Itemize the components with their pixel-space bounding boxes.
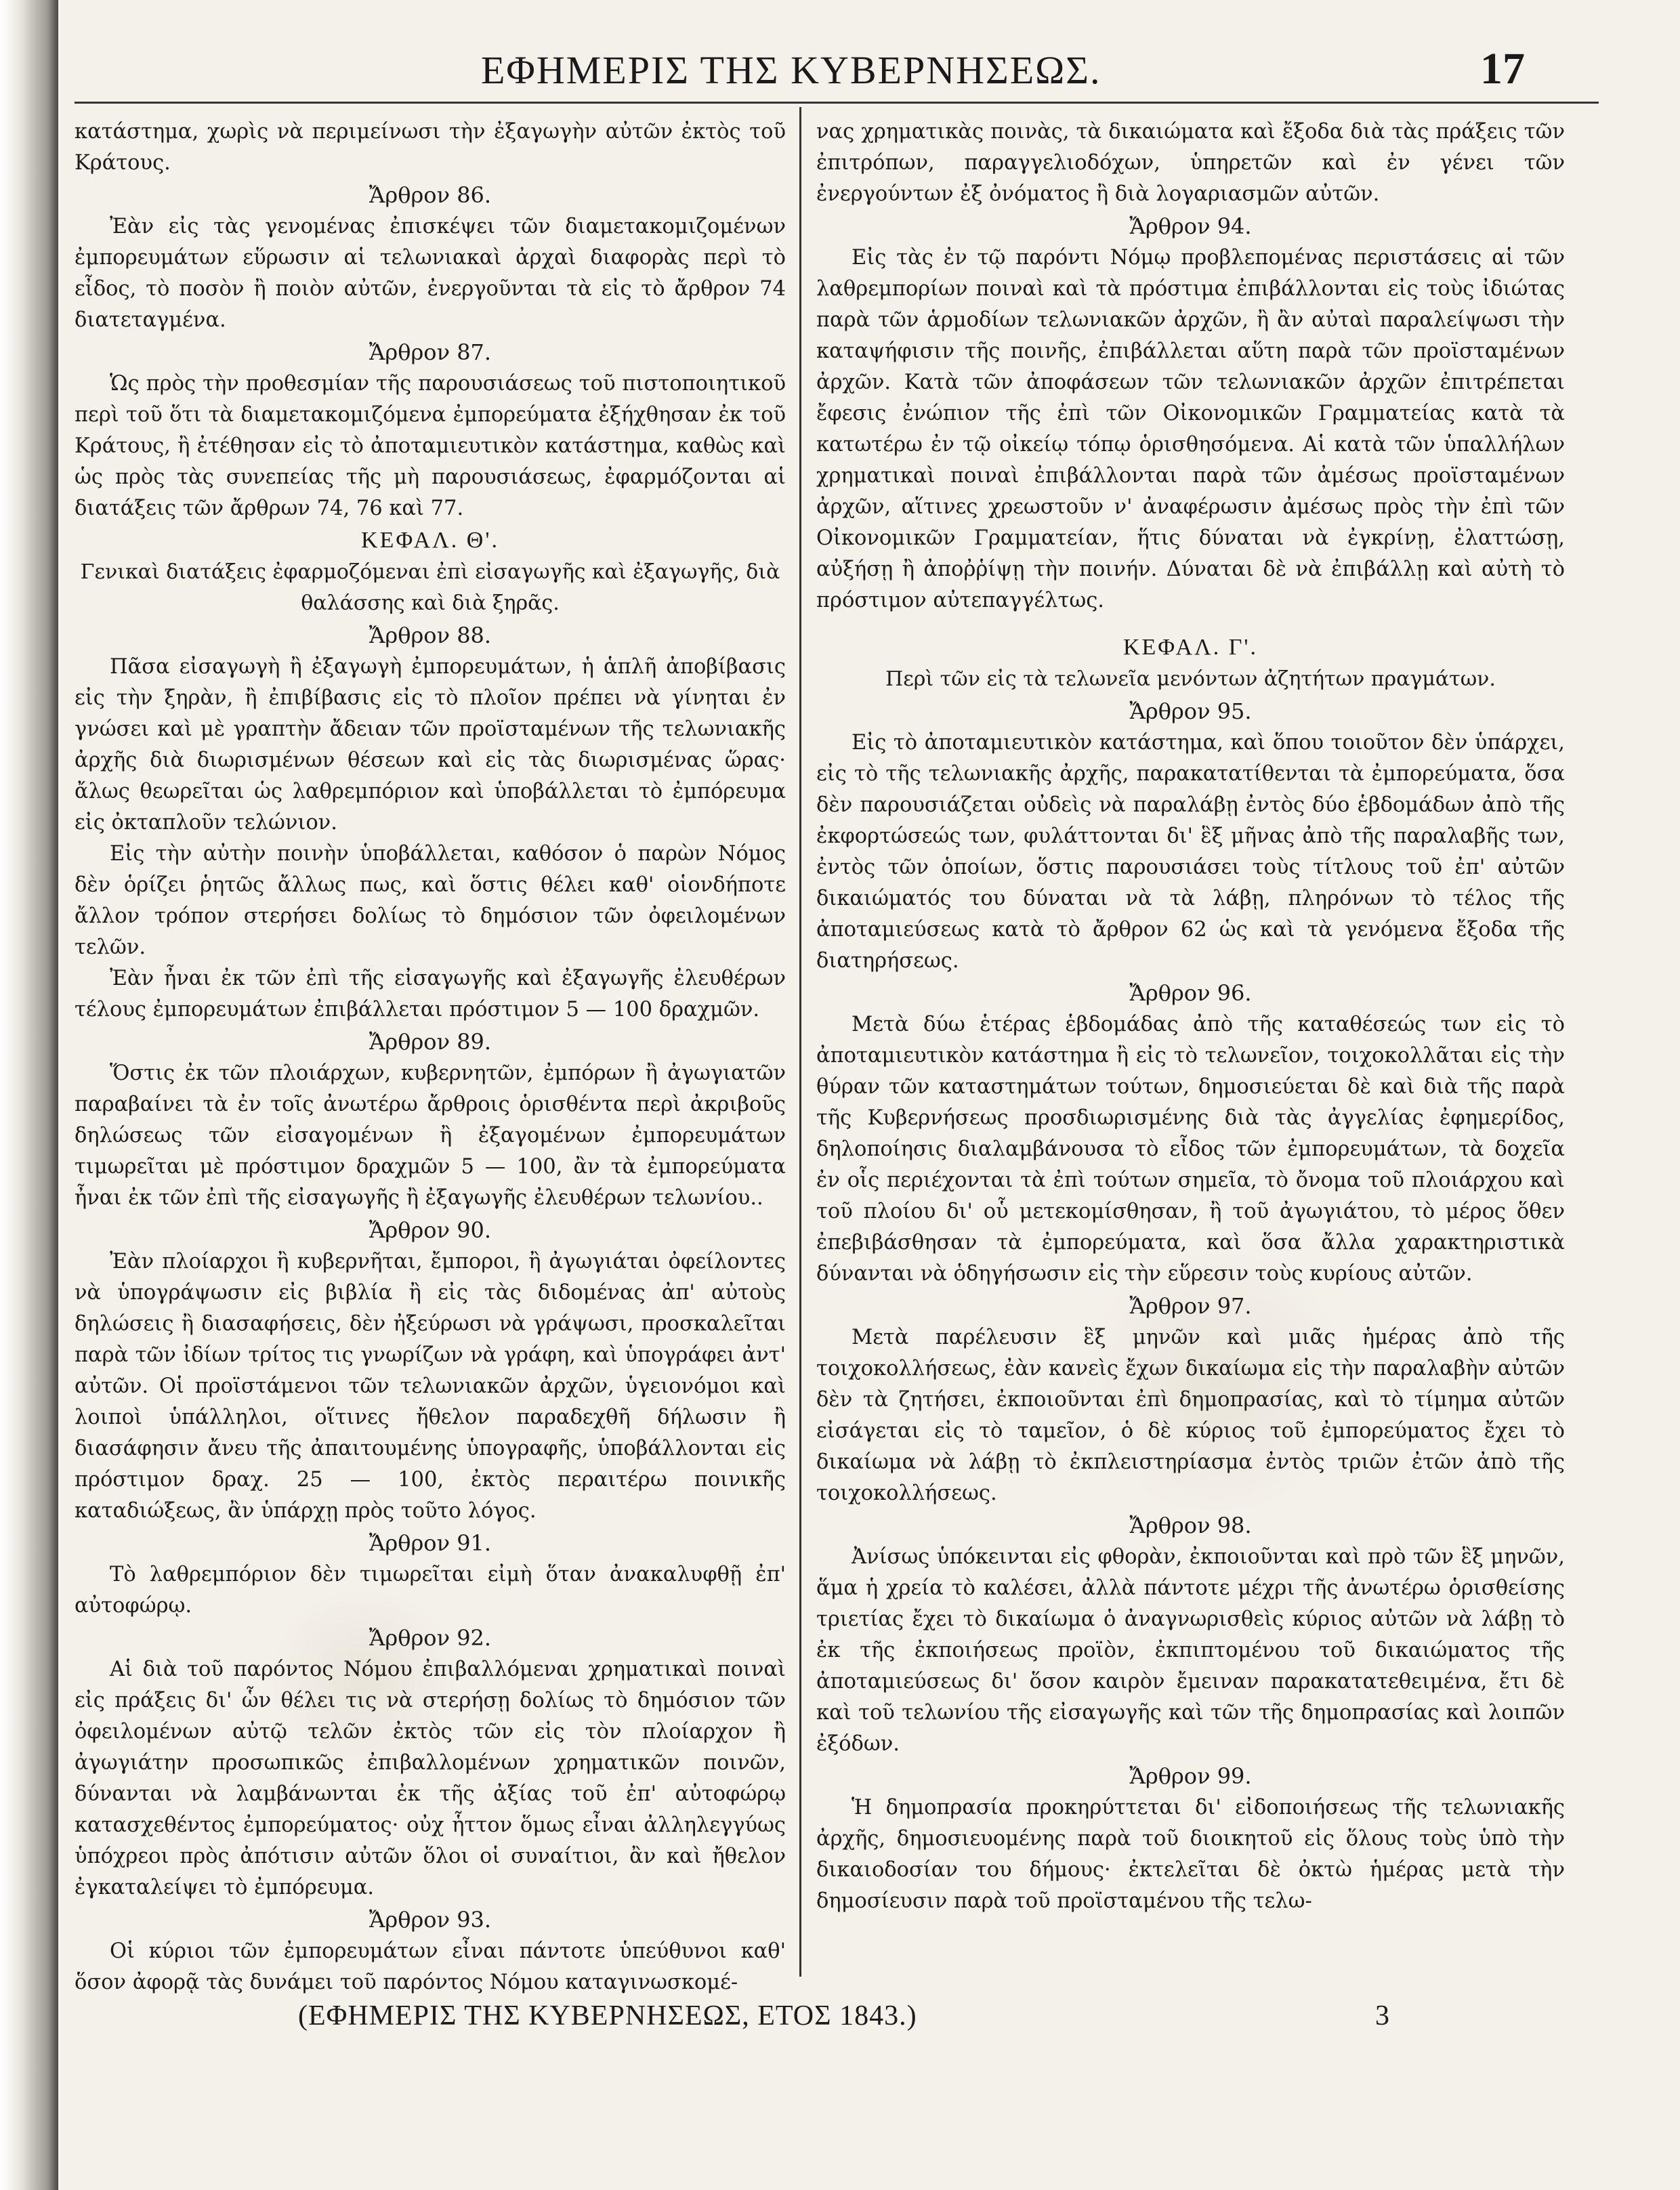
page-number: 17 [1480, 44, 1525, 93]
article-heading-94: Ἄρθρον 94. [1129, 213, 1252, 239]
chapter-heading: ΚΕΦΑΛ. Γ'. [1122, 635, 1259, 660]
header-rule [75, 102, 1599, 104]
binding-gutter [0, 0, 58, 2190]
page-header [0, 44, 1680, 102]
article-heading-86: Ἄρθρον 86. [369, 182, 492, 208]
article-heading-91: Ἄρθρον 91. [369, 1530, 492, 1556]
article-98-text: Ἀνίσως ὑπόκεινται εἰς φθορὰν, ἐκποιοῦνται καὶ πρὸ τῶν ἓξ μηνῶν, ἅμα ἡ χρεία τὸ καλέσει, ἀλλὰ πάντοτε μέχρι τῆς ἀνωτέρω ὁρισθείσης τριετίας ἔχει τὸ δικαίωμα ὁ ἀναγνωρισθεὶς κύριος αὐτῶν νὰ λάβῃ τὸ ἐκ τῆς ἐκποιήσεως προϊὸν, ἐκπιπτομένου τοῦ δικαιώματος τῆς ἀποταμιεύσεως δι' ὅσον καιρὸν ἔμειναν παρακατατεθειμένα, ἔτι δὲ καὶ τοῦ τελωνίου τῆς εἰσαγωγῆς καὶ τῶν τῆς δημοπρασίας καὶ λοιπῶν ἐξόδων. [816, 1545, 1565, 1756]
right-column [816, 117, 1565, 1979]
article-86-text: Ἐὰν εἰς τὰς γενομένας ἐπισκέψει τῶν διαμετακομιζομένων ἐμπορευμάτων εὕρωσιν αἱ τελωνιακαὶ ἀρχαὶ διαφορὰς περὶ τὸ εἶδος, τὸ ποσὸν ἢ ποιὸν αὐτῶν, ἐνεργοῦνται τὰ εἰς τὸ ἄρθρον 74 διατεταγμένα. [75, 215, 786, 332]
article-heading-98: Ἄρθρον 98. [1129, 1513, 1252, 1538]
article-heading-95: Ἄρθρον 95. [1129, 698, 1252, 724]
chapter-subtitle: Γενικαὶ διατάξεις ἐφαρμοζόμεναι ἐπὶ εἰσαγωγῆς καὶ ἐξαγωγῆς, διὰ θαλάσσης καὶ διὰ ξηρᾶς. [80, 560, 780, 615]
issue-footer: (ΕΦΗΜΕΡΙΣ ΤΗΣ ΚΥΒΕΡΝΗΣΕΩΣ, ΕΤΟΣ 1843.) [298, 2000, 917, 2031]
article-heading-88: Ἄρθρον 88. [369, 623, 492, 648]
article-99-text: Ἡ δημοπρασία προκηρύττεται δι' εἰδοποιήσεως τῆς τελωνιακῆς ἀρχῆς, δημοσιευομένης παρὰ τοῦ διοικητοῦ εἰς ὅλους τοὺς ὑπὸ τὴν δικαιοδοσίαν του δήμους· ἐκτελεῖται δὲ ὀκτὼ ἡμέρας μετὰ τὴν δημοσίευσιν παρὰ τοῦ προϊσταμένου τῆς τελω- [816, 1796, 1565, 1913]
article-heading-89: Ἄρθρον 89. [369, 1029, 492, 1055]
article-heading-90: Ἄρθρον 90. [369, 1217, 492, 1243]
article-87-text: Ὡς πρὸς τὴν προθεσμίαν τῆς παρουσιάσεως τοῦ πιστοποιητικοῦ περὶ τοῦ ὅτι τὰ διαμετακομιζόμενα ἐμπορεύματα ἐξήχθησαν ἐκ τοῦ Κράτους, ἢ ἐτέθησαν εἰς τὸ ἀποταμιευτικὸν κατάστημα, καθὼς καὶ ὡς πρὸς τὰς συνεπείας τῆς μὴ παρουσιάσεως, ἐφαρμόζονται αἱ διατάξεις τῶν ἄρθρων 74, 76 καὶ 77. [75, 372, 786, 520]
article-90-text: Ἐὰν πλοίαρχοι ἢ κυβερνῆται, ἔμποροι, ἢ ἀγωγιάται ὀφείλοντες νὰ ὑπογράψωσιν εἰς βιβλία ἢ εἰς τὰς διδομένας ἀπ' αὐτοὺς δηλώσεις ἢ διασαφήσεις, δὲν ἠξεύρωσι νὰ γράψωσι, προσκαλεῖται παρὰ τῶν ἰδίων τρίτος τις γνωρίζων νὰ γράφη, καὶ ὑπογράφει ἀντ' αὐτῶν. Οἱ προϊστάμενοι τῶν τελωνιακῶν ἀρχῶν, ὑγειονόμοι καὶ λοιποὶ ὑπάλληλοι, οἵτινες ἤθελον παραδεχθῆ δήλωσιν ἢ διασάφησιν ἄνευ τῆς ἀπαιτουμένης ὑπογραφῆς, ὑποβάλλονται εἰς πρόστιμον δραχ. 25 — 100, ἐκτὸς περαιτέρω ποινικῆς καταδιώξεως, ἂν ὑπάρχῃ πρὸς τοῦτο λόγος. [75, 1250, 786, 1523]
page-title: ΕΦΗΜΕΡΙΣ ΤΗΣ ΚΥΒΕΡΝΗΣΕΩΣ. [481, 48, 1101, 92]
paragraph: νας χρηματικὰς ποινὰς, τὰ δικαιώματα καὶ ἔξοδα διὰ τὰς πράξεις τῶν ἐπιτρόπων, παραγγελιοδόχων, ὑπηρετῶν καὶ ἐν γένει τῶν ἐνεργούντων ἐξ ὀνόματος ἢ διὰ λογαριασμῶν αὐτῶν. [816, 120, 1565, 206]
article-heading-92: Ἄρθρον 92. [369, 1625, 492, 1651]
column-divider [799, 107, 801, 1977]
article-heading-97: Ἄρθρον 97. [1129, 1293, 1252, 1319]
chapter-heading: ΚΕΦΑΛ. Θ'. [361, 528, 499, 553]
article-97-text: Μετὰ παρέλευσιν ἓξ μηνῶν καὶ μιᾶς ἡμέρας ἀπὸ τῆς τοιχοκολλήσεως, ἐὰν κανεὶς ἔχων δικαίωμα εἰς τὴν παραλαβὴν αὐτῶν δὲν τὰ ζητήσει, ἐκποιοῦνται ἐπὶ δημοπρασίας, καὶ τὸ τίμημα αὐτῶν εἰσάγεται εἰς τὸ ταμεῖον, ὁ δὲ κύριος τοῦ ἐμπορεύματος ἔχει τὸ δικαίωμα νὰ λάβῃ τὸ ἐκπλειστηρίασμα ἐντὸς τριῶν ἐτῶν ἀπὸ τῆς τοιχοκολλήσεως. [816, 1326, 1565, 1505]
article-heading-93: Ἄρθρον 93. [369, 1907, 492, 1933]
article-heading-96: Ἄρθρον 96. [1129, 980, 1252, 1006]
article-heading-87: Ἄρθρον 87. [369, 339, 492, 365]
article-95-text: Εἰς τὸ ἀποταμιευτικὸν κατάστημα, καὶ ὅπου τοιοῦτον δὲν ὑπάρχει, εἰς τὸ τῆς τελωνιακῆς ἀρχῆς, παρακατατίθενται τὰ ἐμπορεύματα, ὅσα δὲν παρουσιάζεται οὐδεὶς νὰ παραλάβῃ ἐντὸς δύο ἑβδομάδων ἀπὸ τῆς ἐκφορτώσεώς των, φυλάττονται δι' ἓξ μῆνας ἀπὸ τῆς παραλαβῆς των, ἐντὸς τῶν ὁποίων, ὅστις παρουσιάσει τοὺς τίτλους τοῦ ἐπ' αὐτῶν δικαιώματός του δύναται νὰ τὰ λάβῃ, πληρόνων τὸ τέλος τῆς ἀποταμιεύσεως κατὰ τὸ ἄρθρον 62 ὡς καὶ τὰ γενόμενα ἔξοδα τῆς διατηρήσεως. [816, 731, 1565, 973]
article-94-text: Εἰς τὰς ἐν τῷ παρόντι Νόμῳ προβλεπομένας περιστάσεις αἱ τῶν λαθρεμπορίων ποιναὶ καὶ τὰ πρόστιμα ἐπιβάλλονται εἰς τοὺς ἰδιώτας παρὰ τῶν ἁρμοδίων τελωνιακῶν ἀρχῶν, ἢ ἂν αὐταὶ παραλείψωσι τὴν καταψήφισιν τῆς ποινῆς, ἐπιβάλλεται αὕτη παρὰ τῶν προϊσταμένων ἀρχῶν. Κατὰ τῶν ἀποφάσεων τῶν τελωνιακῶν ἀρχῶν ἐπιτρέπεται ἔφεσις ἐνώπιον τῆς ἐπὶ τῶν Οἰκονομικῶν Γραμματείας κατὰ τὰ κατωτέρω ἐν τῷ οἰκείῳ τόπῳ ὁρισθησόμενα. Αἱ κατὰ τῶν ὑπαλλήλων χρηματικαὶ ποιναὶ ἐπιβάλλονται παρὰ τῶν ἀμέσως προϊσταμένων ἀρχῶν, αἵτινες χρεωστοῦν ν' ἀναφέρωσιν ἀμέσως πρὸς τὴν ἐπὶ τῶν Οἰκονομικῶν Γραμματείαν, ἥτις δύναται νὰ ἐγκρίνῃ, ἐλαττώσῃ, αὐξήσῃ ἢ ἀποῤῥίψῃ τὴν ποινήν. Δύναται δὲ νὰ ἐπιβάλλῃ καὶ αὐτὴ τὸ πρόστιμον αὐτεπαγγέλτως. [816, 246, 1565, 612]
article-91-text: Τὸ λαθρεμπόριον δὲν τιμωρεῖται εἰμὴ ὅταν ἀνακαλυφθῇ ἐπ' αὐτοφώρῳ. [75, 1563, 786, 1618]
article-93-text: Οἱ κύριοι τῶν ἐμπορευμάτων εἶναι πάντοτε ὑπεύθυνοι καθ' ὅσον ἀφορᾷ τὰς δυνάμει τοῦ παρόντος Νόμου καταγινωσκομέ- [75, 1939, 786, 1994]
article-heading-99: Ἄρθρον 99. [1129, 1763, 1252, 1789]
article-89-text: Ὅστις ἐκ τῶν πλοιάρχων, κυβερνητῶν, ἐμπόρων ἢ ἀγωγιατῶν παραβαίνει τὰ ἐν τοῖς ἀνωτέρω ἄρθροις ὁρισθέντα περὶ ἀκριβοῦς δηλώσεως τῶν εἰσαγομένων ἢ ἐξαγομένων ἐμπορευμάτων τιμωρεῖται μὲ πρόστιμον δραχμῶν 5 — 100, ἂν τὰ ἐμπορεύματα ἦναι ἐκ τῶν ἐπὶ τῆς εἰσαγωγῆς ἢ ἐξαγωγῆς ἐλευθέρων τελωνίου.. [75, 1061, 786, 1210]
article-96-text: Μετὰ δύω ἑτέρας ἑβδομάδας ἀπὸ τῆς καταθέσεώς των εἰς τὸ ἀποταμιευτικὸν κατάστημα ἢ εἰς τὸ τελωνεῖον, τοιχοκολλᾶται εἰς τὴν θύραν τῶν καταστημάτων τούτων, δημοσιεύεται δὲ καὶ διὰ τῆς παρὰ τῆς Κυβερνήσεως προσδιωρισμένης διὰ τὰς ἀγγελίας ἐφημερίδος, δηλοποίησις διαλαμβάνουσα τὸ εἶδος τῶν ἐμπορευμάτων, τὰ δοχεῖα ἐν οἷς περιέχονται τὰ ἐπὶ τούτων σημεῖα, τὸ ὄνομα τοῦ πλοιάρχου καὶ τοῦ πλοίου δι' οὗ μετεκομίσθησαν, ἢ τοῦ ἀγωγιάτου, τὸ μέρος ὅθεν ἐπεβιβάσθησαν τὰ ἐμπορεύματα, καὶ ὅσα ἄλλα χαρακτηριστικὰ δύνανται νὰ ὁδηγήσωσιν εἰς τὴν εὕρεσιν τοὺς κυρίους αὐτῶν. [816, 1013, 1565, 1286]
article-88-text: Πᾶσα εἰσαγωγὴ ἢ ἐξαγωγὴ ἐμπορευμάτων, ἡ ἁπλῆ ἀποβίβασις εἰς τὴν ξηρὰν, ἢ ἐπιβίβασις εἰς τὸ πλοῖον πρέπει νὰ γίνηται ἐν γνώσει καὶ μὲ γραπτὴν ἄδειαν τῶν προϊσταμένων τῆς τελωνιακῆς ἀρχῆς διὰ διωρισμένων θέσεων καὶ εἰς τὰς διωρισμένας ὥρας· ἄλως θεωρεῖται ὡς λαθρεμπόριον καὶ ὑποβάλλεται τὸ ἐμπόρευμα εἰς ὀκταπλοῦν τελώνιον. [75, 655, 786, 835]
article-88-text: Ἐὰν ἦναι ἐκ τῶν ἐπὶ τῆς εἰσαγωγῆς καὶ ἐξαγωγῆς ἐλευθέρων τέλους ἐμπορευμάτων ἐπιβάλλεται πρόστιμον 5 — 100 δραχμῶν. [75, 967, 786, 1022]
article-88-text: Εἰς τὴν αὐτὴν ποινὴν ὑποβάλλεται, καθόσον ὁ παρὼν Νόμος δὲν ὁρίζει ῥητῶς ἄλλως πως, καὶ ὅστις θέλει καθ' οἱονδήποτε ἄλλον τρόπον στερήσει δολίως τὸ δημόσιον τῶν ὀφειλομένων τελῶν. [75, 842, 786, 959]
paragraph: κατάστημα, χωρὶς νὰ περιμείνωσι τὴν ἐξαγωγὴν αὐτῶν ἐκτὸς τοῦ Κράτους. [75, 120, 786, 175]
sheet-signature: 3 [1375, 2000, 1389, 2031]
article-92-text: Αἱ διὰ τοῦ παρόντος Νόμου ἐπιβαλλόμεναι χρηματικαὶ ποιναὶ εἰς πράξεις δι' ὧν θέλει τις νὰ στερήσῃ δολίως τὸ δημόσιον τῶν ὀφειλομένων αὐτῷ τελῶν ἐκτὸς τῶν εἰς τὸν πλοίαρχον ἢ ἀγωγιάτην προσωπικῶς ἐπιβαλλομένων χρηματικῶν ποινῶν, δύνανται νὰ λαμβάνωνται ἐκ τῆς ἀξίας τοῦ ἐπ' αὐτοφώρῳ κατασχεθέντος ἐμπορεύματος· οὐχ ἧττον ὅμως εἶναι ἀλληλεγγύως ὑπόχρεοι πρὸς ἀπότισιν αὐτῶν ὅλοι οἱ συναίτιοι, ἂν καὶ ἤθελον ἐγκαταλείψει τὸ ἐμπόρευμα. [75, 1658, 786, 1899]
chapter-subtitle: Περὶ τῶν εἰς τὰ τελωνεῖα μενόντων ἀζητήτων πραγμάτων. [885, 667, 1496, 691]
left-column [75, 117, 786, 1994]
